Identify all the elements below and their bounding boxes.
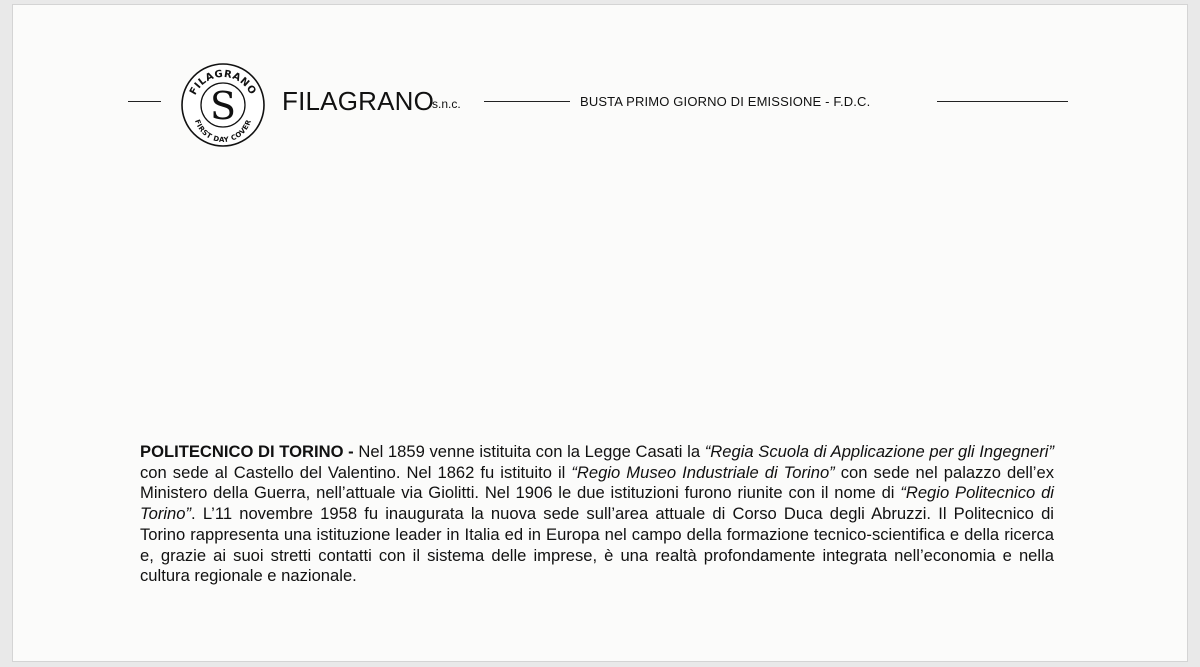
description-quote: “Regia Scuola di Applicazione per gli Ingegneri” <box>704 442 1054 461</box>
brand-name: FILAGRANO <box>282 86 435 116</box>
brand-suffix: s.n.c. <box>432 97 461 111</box>
description-heading: POLITECNICO DI TORINO - <box>140 442 354 461</box>
description-text: Nel 1859 venne istituita con la Legge Casati la <box>353 442 705 461</box>
header-rule-middle <box>484 101 570 102</box>
logo-initial: S <box>209 84 237 128</box>
description-text: . L’11 novembre 1958 fu inaugurata la nuova sede sull’area attuale di Corso Duca degli Abruzzi. Il Politecnico di Torino rappresenta una istituzione leader in Italia ed in Europa nel campo della formazione tecnico-scientifica e della ricerca e, grazie ai suoi stretti contatti con il sistema delle imprese, è una realtà profondamente integrata nell’economia e nella cultura regionale e nazionale. <box>140 504 1054 586</box>
description-text: con sede al Castello del Valentino. Nel 1862 fu istituito il <box>140 462 572 482</box>
logo-ring-bottom-text: FIRST DAY COVER <box>193 118 254 145</box>
logo-ring-top-text: FILAGRANO <box>188 68 258 97</box>
description-quote: “Regio Museo Industriale di Torino” <box>571 462 835 482</box>
description-paragraph <box>140 442 1054 587</box>
description-quote: “Regio Politecnico di Torino” <box>140 483 1054 524</box>
cover-title: BUSTA PRIMO GIORNO DI EMISSIONE - F.D.C. <box>580 94 871 109</box>
filagrano-logo-seal <box>180 62 266 148</box>
description-text: con sede nel palazzo dell’ex Ministero della Guerra, nell’attuale via Giolitti. Nel 1906 le due istituzioni furono riunite con il nome di <box>140 462 1055 503</box>
header-rule-right <box>937 101 1068 102</box>
header-rule-left <box>128 101 161 102</box>
